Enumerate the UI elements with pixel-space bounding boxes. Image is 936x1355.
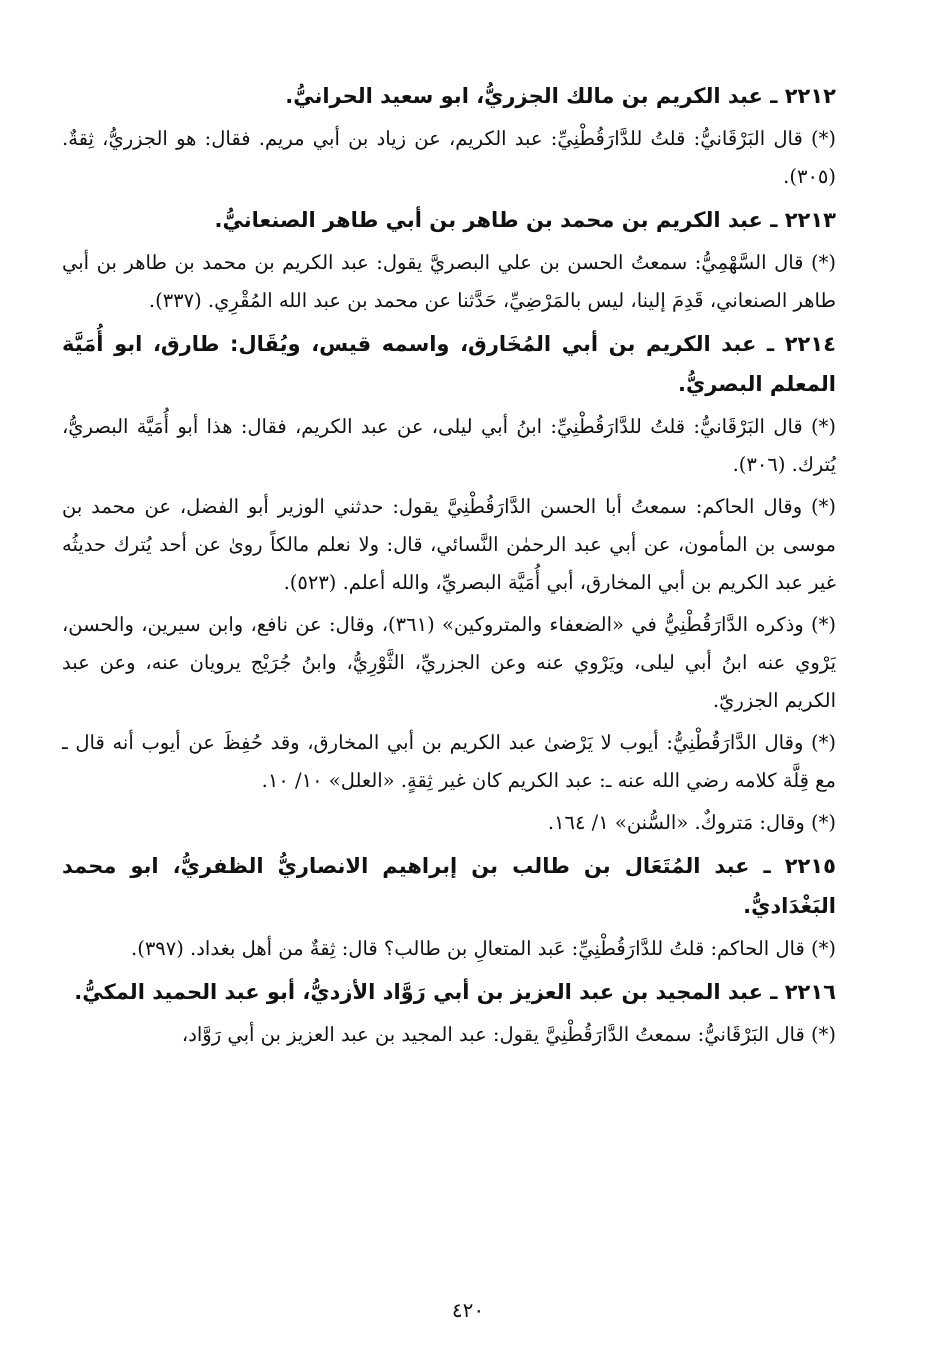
entry-2213 bbox=[62, 200, 836, 320]
entry-2216 bbox=[62, 972, 836, 1054]
entry-heading: ٢٢١٢ ـ عبد الكريم بن مالك الجزريُّ، ابو سعيد الحرانيُّ. bbox=[285, 84, 836, 108]
entry-paragraph: (*) وقال الدَّارَقُطْنِيُّ: أيوب لا يَرْضىٰ عبد الكريم بن أبي المخارق، وقد حُفِظَ عن أيوب أنه قال ـ مع قِلَّة كلامه رضي الله عنه ـ: عبد الكريم كان غير ثِقةٍ. «العلل» ١٠/ ١٠. bbox=[62, 731, 836, 792]
entry-heading: ٢٢١٥ ـ عبد المُتَعَال بن طالب بن إبراهيم الانصاريُّ الظفريُّ، ابو محمد البَغْدَاديُّ. bbox=[62, 854, 836, 918]
entry-2215 bbox=[62, 846, 836, 968]
entry-paragraph: (*) قال البَرْقَانيُّ: سمعتُ الدَّارَقُطْنِيَّ يقول: عبد المجيد بن عبد العزيز بن أبي رَوَّاد، bbox=[181, 1023, 836, 1046]
entry-2212 bbox=[62, 76, 836, 196]
page-number: ٤٢٠ bbox=[451, 1298, 485, 1322]
entry-paragraph: (*) وذكره الدَّارَقُطْنِيُّ في «الضعفاء والمتروكين» (٣٦١)، وقال: عن نافع، وابن سيرين، والحسن، يَرْوي عنه ابنُ أبي ليلى، ويَرْوي عنه وعن الجزريِّ، الثَّوْرِيُّ، وابنُ جُرَيْج يرويان عنه، وعن عبد الكريم الجزريّ. bbox=[62, 613, 837, 712]
entry-paragraph: (*) قال السَّهْمِيُّ: سمعتُ الحسن بن علي البصريَّ يقول: عبد الكريم بن محمد بن طاهر بن أبي طاهر الصنعاني، قَدِمَ إلينا، ليس بالمَرْضِيِّ، حَدَّثنا عن محمد بن عبد الله المُقْرِي. (٣٣٧). bbox=[62, 251, 836, 312]
entry-heading: ٢٢١٤ ـ عبد الكريم بن أبي المُخَارق، واسمه قيس، ويُقَال: طارق، ابو أُمَيَّة المعلم البصريُّ. bbox=[62, 332, 836, 396]
entry-2214 bbox=[62, 324, 836, 842]
entry-paragraph: (*) قال الحاكم: قلتُ للدَّارَقُطْنِيِّ: عَبد المتعالِ بن طالب؟ قال: ثِقةٌ من أهل بغداد. (٣٩٧). bbox=[131, 937, 836, 960]
entry-paragraph: (*) قال البَرْقَانيُّ: قلتُ للدَّارَقُطْنِيِّ: عبد الكريم، عن زياد بن أبي مريم. فقال: هو الجزريُّ، ثِقةٌ. (٣٠٥). bbox=[62, 127, 836, 188]
entry-paragraph: (*) وقال: مَتروكٌ. «السُّنن» ١/ ١٦٤. bbox=[547, 811, 836, 834]
entry-paragraph: (*) وقال الحاكم: سمعتُ أبا الحسن الدَّارَقُطْنِيَّ يقول: حدثني الوزير أبو الفضل، عن محمد بن موسى بن المأمون، عن أبي عبد الرحمٰن النَّسائي، قال: ولا نعلم مالكاً روىٰ عن أحد يُترك حديثُه غير عبد الكريم بن أبي المخارق، أبي أُمَيَّة البصريِّ، والله أعلم. (٥٢٣). bbox=[62, 495, 836, 594]
entry-heading: ٢٢١٣ ـ عبد الكريم بن محمد بن طاهر بن أبي طاهر الصنعانيُّ. bbox=[214, 208, 836, 232]
entry-paragraph: (*) قال البَرْقَانيُّ: قلتُ للدَّارَقُطْنِيِّ: ابنُ أبي ليلى، عن عبد الكريم، فقال: هذا أبو أُمَيَّة البصريُّ، يُترك. (٣٠٦). bbox=[62, 415, 836, 476]
page-body bbox=[62, 72, 836, 1058]
entry-heading: ٢٢١٦ ـ عبد المجيد بن عبد العزيز بن أبي رَوَّاد الأزديُّ، أبو عبد الحميد المكيُّ. bbox=[74, 980, 836, 1004]
